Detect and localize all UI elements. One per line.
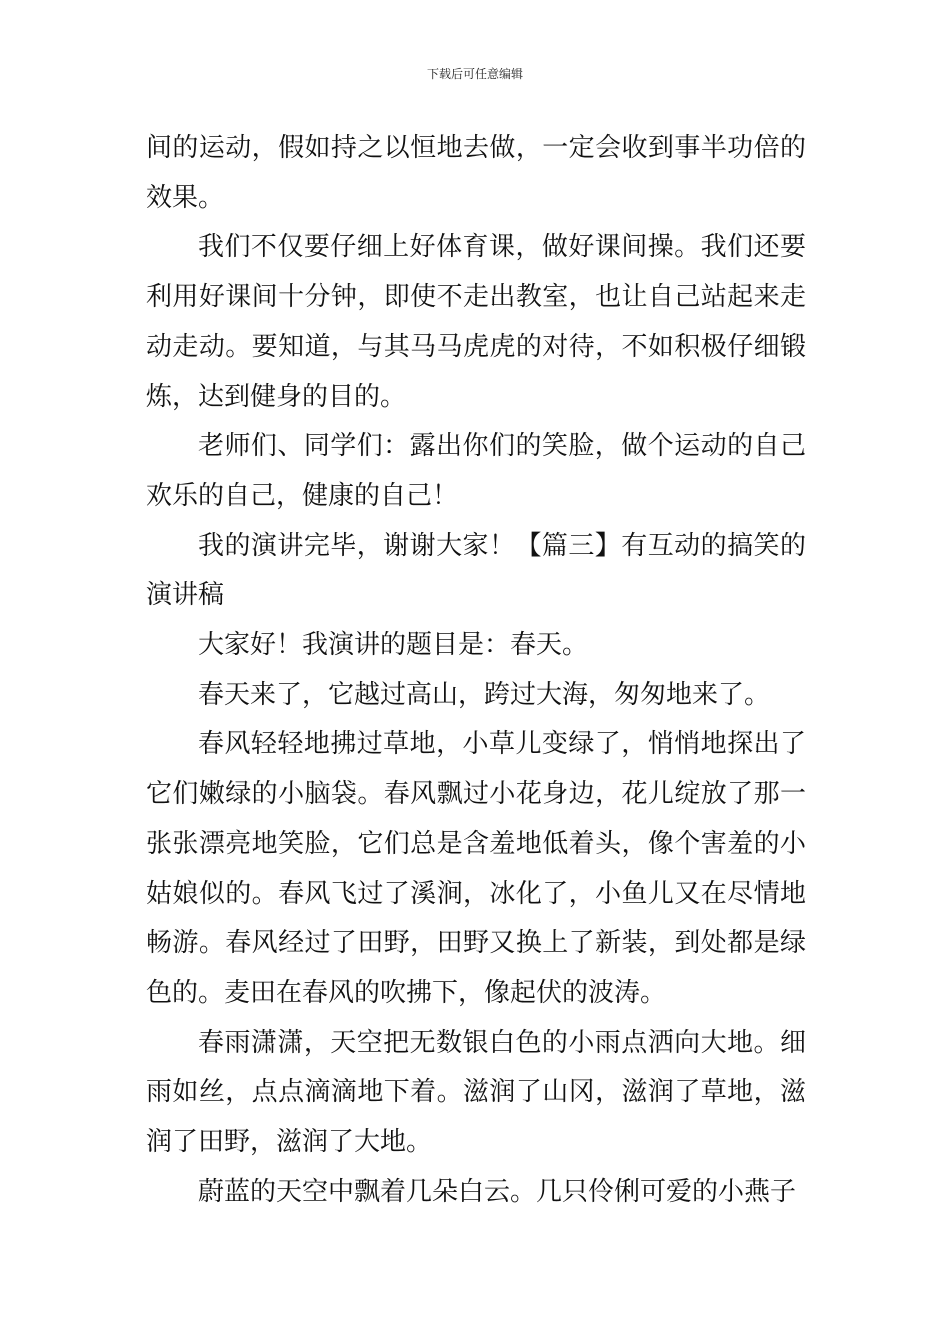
paragraph: 春风轻轻地拂过草地，小草儿变绿了，悄悄地探出了它们嫩绿的小脑袋。春风飘过小花身边，花儿绽放了那一张张漂亮地笑脸，它们总是含羞地低着头，像个害羞的小姑娘似的。春风飞过了溪涧，冰化了，小鱼儿又在尽情地畅游。春风经过了田野，田野又换上了新装，到处都是绿色的。麦田在春风的吹拂下，像起伏的波涛。 bbox=[146, 729, 806, 1008]
page-header: 下载后可任意编辑 bbox=[426, 67, 523, 81]
paragraph-continuation: 间的运动，假如持之以恒地去做，一定会收到事半功倍的效果。 bbox=[146, 133, 806, 213]
paragraph: 我的演讲完毕，谢谢大家！【篇三】有互动的搞笑的演讲稿 bbox=[146, 530, 806, 611]
paragraph: 老师们、同学们：露出你们的笑脸，做个运动的自己欢乐的自己，健康的自己！ bbox=[146, 431, 806, 511]
paragraph: 大家好！我演讲的题目是：春天。 bbox=[198, 630, 589, 661]
paragraph: 我们不仅要仔细上好体育课，做好课间操。我们还要利用好课间十分钟，即使不走出教室，也让自己站起来走动走动。要知道，与其马马虎虎的对待，不如积极仔细锻炼，达到健身的目的。 bbox=[146, 232, 806, 412]
paragraph: 春天来了，它越过高山，跨过大海，匆匆地来了。 bbox=[198, 679, 771, 710]
document-body bbox=[146, 124, 806, 1217]
paragraph: 蔚蓝的天空中飘着几朵白云。几只伶俐可爱的小燕子 bbox=[198, 1176, 797, 1207]
paragraph: 春雨潇潇，天空把无数银白色的小雨点洒向大地。细雨如丝，点点滴滴地下着。滋润了山冈，滋润了草地，滋润了田野，滋润了大地。 bbox=[146, 1027, 806, 1158]
